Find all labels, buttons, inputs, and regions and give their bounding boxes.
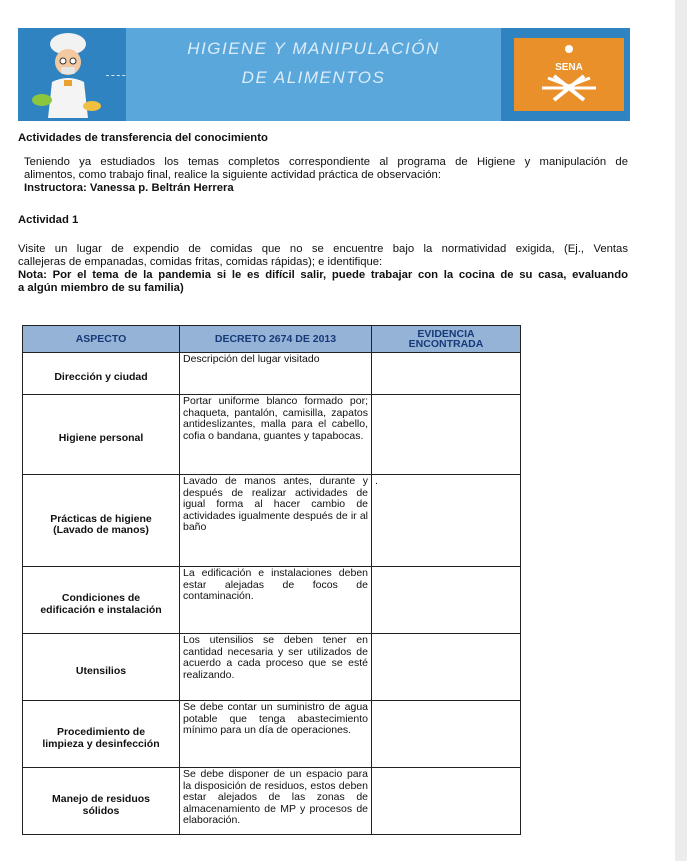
aspect-cell — [23, 475, 180, 567]
aspect-line1: Higiene personal — [58, 432, 144, 445]
aspect-line1: Utensilios — [75, 664, 127, 677]
aspect-cell — [23, 353, 180, 395]
aspect-line1: Dirección y ciudad — [54, 371, 148, 384]
activity-title: Actividad 1 — [18, 214, 79, 226]
banner-title-panel — [126, 28, 501, 121]
intro-line2: alimentos, como trabajo final, realice la siguiente actividad práctica de observación: — [24, 169, 441, 181]
aspect-cell — [23, 701, 180, 768]
decree-cell: Portar uniforme blanco formado por; chaqueta, pantalón, camisilla, zapatos antideslizantes, malla para el cabello, cofia o bandana, guantes y tapabocas. — [180, 395, 372, 475]
table-row — [23, 634, 521, 701]
activity-line2: callejeras de empanadas, comidas fritas, comidas rápidas); e identifique: — [18, 256, 383, 268]
course-banner — [18, 28, 630, 121]
header-decree: DECRETO 2674 DE 2013 — [180, 326, 372, 353]
banner-title-line1: HIGIENE Y MANIPULACIÓN — [187, 39, 440, 58]
aspect-line1: Condiciones de — [61, 592, 141, 604]
instructor-name: Instructora: Vanessa p. Beltrán Herrera — [24, 182, 234, 194]
table-header-row — [23, 326, 521, 353]
aspect-line1: Prácticas de higiene — [50, 512, 152, 525]
evidence-cell[interactable] — [372, 567, 521, 634]
sena-logo — [514, 38, 624, 111]
aspect-line2: (Lavado de manos) — [53, 524, 149, 536]
sena-logo-text: SENA — [555, 62, 583, 73]
table-row — [23, 567, 521, 634]
aspect-cell — [23, 768, 180, 835]
table-row — [23, 475, 521, 567]
table-row — [23, 701, 521, 768]
aspect-line2: limpieza y desinfección — [42, 737, 160, 750]
table-row — [23, 395, 521, 475]
activity-line1: Visite un lugar de expendio de comidas que no se encuentre bajo la normatividad exigida, (Ej., Ventas — [18, 243, 628, 255]
evidence-cell[interactable] — [372, 395, 521, 475]
aspect-line2: edificación e instalación — [40, 603, 162, 616]
aspect-line1: Procedimiento de — [56, 726, 146, 738]
decree-cell: Descripción del lugar visitado — [180, 353, 372, 395]
aspect-cell — [23, 567, 180, 634]
activity-note-line1: Nota: Por el tema de la pandemia si le es difícil salir, puede trabajar con la cocina de su casa, evaluando — [18, 269, 628, 281]
aspect-line2: sólidos — [82, 804, 120, 817]
header-evidence — [372, 326, 521, 353]
evidence-cell[interactable] — [372, 634, 521, 701]
decree-cell: Se debe contar un suministro de agua potable que tenga abastecimiento mínimo para un día de operaciones. — [180, 701, 372, 768]
evidence-cell[interactable] — [372, 768, 521, 835]
evidence-cell[interactable] — [372, 353, 521, 395]
chef-mascot-icon — [28, 30, 108, 118]
decree-cell: Los utensilios se deben tener en cantidad necesaria y ser utilizados de acuerdo a cada proceso que se esté realizando. — [180, 634, 372, 701]
table-row — [23, 768, 521, 835]
activity-note-line2: a algún miembro de su familia) — [18, 282, 184, 294]
header-aspect: ASPECTO — [23, 326, 180, 353]
banner-title-line2: DE ALIMENTOS — [241, 68, 386, 87]
header-evidence-line2: ENCONTRADA — [408, 338, 484, 350]
decree-cell: Se debe disponer de un espacio para la disposición de residuos, estos deben estar alejados de las zonas de almacenamiento de MP y procesos de elaboración. — [180, 768, 372, 835]
aspect-cell — [23, 395, 180, 475]
sena-logo-icon — [514, 38, 624, 111]
decree-cell: Lavado de manos antes, durante y después de realizar actividades de igual forma al hacer cambio de actividades igualmente después de ir al baño — [180, 475, 372, 567]
evidence-cell[interactable]: . — [372, 475, 521, 567]
observation-table — [22, 325, 521, 835]
table-row — [23, 353, 521, 395]
page-edge-shadow — [675, 0, 687, 861]
intro-line1: Teniendo ya estudiados los temas completos correspondiente al programa de Higiene y manipulación de — [24, 156, 628, 168]
header-evidence-line1: EVIDENCIA — [417, 328, 475, 340]
aspect-line1: Manejo de residuos — [51, 793, 151, 805]
decree-cell: La edificación e instalaciones deben estar alejadas de focos de contaminación. — [180, 567, 372, 634]
evidence-cell[interactable] — [372, 701, 521, 768]
section-heading: Actividades de transferencia del conocimiento — [18, 132, 268, 144]
aspect-cell — [23, 634, 180, 701]
